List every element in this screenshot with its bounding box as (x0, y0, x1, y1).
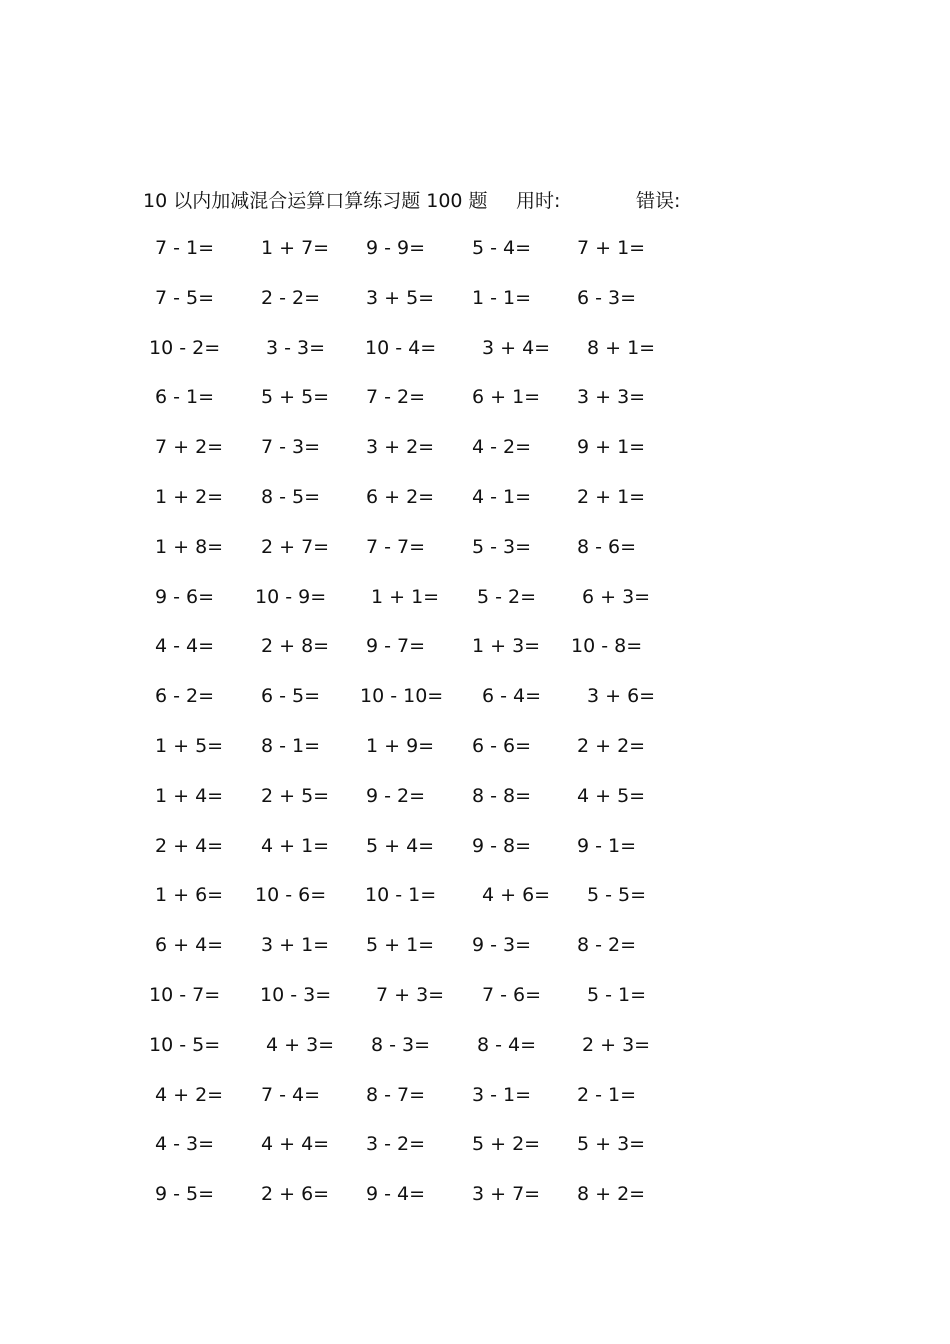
problem-item: 4 - 1= (472, 485, 532, 508)
problem-item: 9 - 7= (366, 635, 426, 658)
problem-item: 7 - 4= (261, 1083, 321, 1106)
problem-item: 7 - 6= (482, 983, 542, 1006)
problem-row (0, 383, 950, 433)
problem-item: 10 - 7= (149, 983, 221, 1006)
problem-row (0, 433, 950, 483)
problem-item: 1 + 4= (155, 784, 224, 807)
problem-item: 10 - 2= (149, 336, 221, 359)
problem-item: 10 - 5= (149, 1033, 221, 1056)
problem-row (0, 682, 950, 732)
problem-item: 1 - 1= (472, 286, 532, 309)
problem-item: 10 - 9= (255, 585, 327, 608)
problem-item: 8 - 2= (577, 934, 637, 957)
problem-item: 2 + 7= (261, 535, 330, 558)
problem-item: 1 + 8= (155, 535, 224, 558)
problem-row (0, 881, 950, 931)
problem-item: 4 + 6= (482, 884, 551, 907)
problem-item: 8 - 1= (261, 734, 321, 757)
problem-item: 3 + 7= (472, 1183, 541, 1206)
problem-row (0, 981, 950, 1031)
problem-item: 1 + 2= (155, 485, 224, 508)
problem-item: 5 - 2= (477, 585, 537, 608)
problem-item: 6 - 2= (155, 685, 215, 708)
problem-item: 10 - 6= (255, 884, 327, 907)
problem-item: 9 - 2= (366, 784, 426, 807)
problem-item: 8 - 8= (472, 784, 532, 807)
problem-item: 1 + 7= (261, 237, 330, 259)
problem-row (0, 284, 950, 334)
problem-item: 6 - 3= (577, 286, 637, 309)
problem-row (0, 483, 950, 533)
problem-row (0, 1031, 950, 1081)
problem-item: 6 - 4= (482, 685, 542, 708)
problem-row (0, 632, 950, 682)
problem-row (0, 234, 950, 284)
problem-item: 6 - 1= (155, 386, 215, 409)
problem-item: 2 - 2= (261, 286, 321, 309)
problem-row (0, 1180, 950, 1230)
problem-item: 4 + 5= (577, 784, 646, 807)
problem-item: 2 + 1= (577, 485, 646, 508)
problem-item: 9 - 6= (155, 585, 215, 608)
problem-item: 4 - 3= (155, 1133, 215, 1156)
problem-item: 8 - 7= (366, 1083, 426, 1106)
problem-item: 10 - 4= (365, 336, 437, 359)
problem-item: 10 - 10= (360, 685, 444, 708)
problem-item: 2 + 4= (155, 834, 224, 857)
problem-item: 1 + 5= (155, 734, 224, 757)
worksheet-title: 10 以内加减混合运算口算练习题 100 题 (143, 190, 488, 212)
problem-item: 2 - 1= (577, 1083, 637, 1106)
problem-item: 4 + 4= (261, 1133, 330, 1156)
problem-item: 1 + 3= (472, 635, 541, 658)
problem-item: 2 + 3= (582, 1033, 651, 1056)
problem-item: 1 + 9= (366, 734, 435, 757)
problem-item: 7 - 3= (261, 436, 321, 459)
problem-item: 6 + 2= (366, 485, 435, 508)
problem-row (0, 533, 950, 583)
problem-item: 8 + 1= (587, 336, 656, 359)
problem-item: 5 - 4= (472, 237, 532, 259)
problem-row (0, 1130, 950, 1180)
problem-item: 5 - 3= (472, 535, 532, 558)
problem-item: 3 + 4= (482, 336, 551, 359)
problem-item: 9 - 5= (155, 1183, 215, 1206)
problem-item: 9 - 1= (577, 834, 637, 857)
problem-grid (0, 234, 950, 1230)
problem-item: 5 + 4= (366, 834, 435, 857)
problem-item: 7 + 1= (577, 237, 646, 259)
problem-row (0, 931, 950, 981)
error-count-label: 错误: (636, 190, 681, 212)
problem-item: 1 + 6= (155, 884, 224, 907)
problem-item: 6 - 5= (261, 685, 321, 708)
problem-item: 7 + 3= (376, 983, 445, 1006)
problem-item: 4 - 2= (472, 436, 532, 459)
problem-item: 9 + 1= (577, 436, 646, 459)
problem-item: 2 + 2= (577, 734, 646, 757)
problem-item: 10 - 8= (571, 635, 643, 658)
problem-item: 6 + 1= (472, 386, 541, 409)
problem-item: 3 + 5= (366, 286, 435, 309)
problem-item: 4 + 3= (266, 1033, 335, 1056)
problem-item: 2 + 8= (261, 635, 330, 658)
problem-item: 6 + 3= (582, 585, 651, 608)
problem-item: 6 - 6= (472, 734, 532, 757)
problem-item: 7 + 2= (155, 436, 224, 459)
problem-item: 8 - 5= (261, 485, 321, 508)
problem-item: 8 - 3= (371, 1033, 431, 1056)
problem-item: 3 - 3= (266, 336, 326, 359)
problem-item: 7 - 1= (155, 237, 215, 259)
problem-item: 3 + 2= (366, 436, 435, 459)
problem-item: 5 + 5= (261, 386, 330, 409)
problem-item: 10 - 1= (365, 884, 437, 907)
problem-item: 4 - 4= (155, 635, 215, 658)
problem-item: 5 + 2= (472, 1133, 541, 1156)
problem-item: 3 - 1= (472, 1083, 532, 1106)
problem-item: 9 - 3= (472, 934, 532, 957)
time-used-label: 用时: (516, 190, 561, 212)
problem-item: 7 - 2= (366, 386, 426, 409)
problem-item: 1 + 1= (371, 585, 440, 608)
problem-row (0, 832, 950, 882)
problem-item: 2 + 5= (261, 784, 330, 807)
problem-row (0, 732, 950, 782)
problem-item: 3 - 2= (366, 1133, 426, 1156)
problem-item: 8 - 6= (577, 535, 637, 558)
problem-item: 10 - 3= (260, 983, 332, 1006)
problem-item: 8 - 4= (477, 1033, 537, 1056)
problem-item: 6 + 4= (155, 934, 224, 957)
problem-row (0, 583, 950, 633)
problem-row (0, 334, 950, 384)
problem-item: 7 - 5= (155, 286, 215, 309)
problem-item: 5 + 3= (577, 1133, 646, 1156)
problem-item: 2 + 6= (261, 1183, 330, 1206)
problem-item: 7 - 7= (366, 535, 426, 558)
problem-row (0, 782, 950, 832)
problem-item: 9 - 9= (366, 237, 426, 259)
problem-item: 8 + 2= (577, 1183, 646, 1206)
problem-item: 5 + 1= (366, 934, 435, 957)
problem-item: 5 - 1= (587, 983, 647, 1006)
problem-item: 5 - 5= (587, 884, 647, 907)
problem-item: 3 + 1= (261, 934, 330, 957)
problem-item: 3 + 6= (587, 685, 656, 708)
problem-item: 9 - 8= (472, 834, 532, 857)
problem-item: 4 + 2= (155, 1083, 224, 1106)
problem-item: 9 - 4= (366, 1183, 426, 1206)
problem-item: 3 + 3= (577, 386, 646, 409)
problem-row (0, 1081, 950, 1131)
problem-item: 4 + 1= (261, 834, 330, 857)
